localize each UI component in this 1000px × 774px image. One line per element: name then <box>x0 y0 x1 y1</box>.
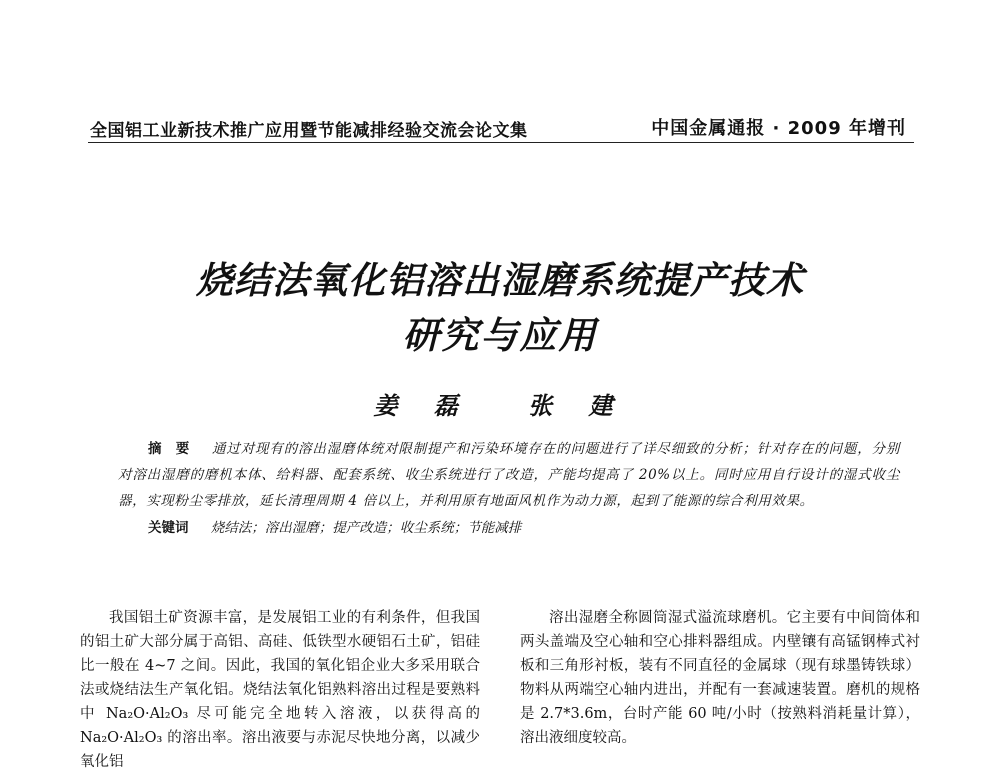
abstract-label: 摘要 <box>148 441 204 457</box>
running-header <box>88 116 914 143</box>
author-2: 张 建 <box>528 391 627 420</box>
paper-title-line-2: 研究与应用 <box>402 314 598 357</box>
abstract-text: 通过对现有的溶出湿磨体统对限制提产和污染环境存在的问题进行了详尽细致的分析；针对存在的问题，分别对溶出湿磨的磨机本体、给料器、配套系统、收尘系统进行了改造，产能均提高了 20%以上。同时应用自行设计的湿式收尘器，实现粉尘零排放，延长清理周期 4 倍以上，并利用原有地面风机作为动力源，起到了能源的综合利用效果。 <box>118 441 900 509</box>
header-journal-issue: 中国金属通报 · 2009 年增刊 <box>651 118 906 139</box>
header-proceedings-title: 全国铝工业新技术推广应用暨节能减排经验交流会论文集 <box>90 121 528 141</box>
body-column-right: 溶出湿磨全称圆筒湿式溢流球磨机。它主要有中间筒体和两头盖端及空心轴和空心排料器组成。内壁镶有高锰钢棒式衬板和三角形衬板，装有不同直径的金属球（现有球墨铸铁球）物料从两端空心轴内进出，并配有一套减速装置。磨机的规格是 2.7*3.6m，台时产能 60 吨/小时（按熟料消耗量计算），溶出液细度较高。 <box>520 610 920 746</box>
author-list <box>0 386 1000 421</box>
keywords-text: 烧结法；溶出湿磨；提产改造；收尘系统；节能减排 <box>210 520 522 536</box>
keywords <box>148 516 908 540</box>
keywords-label: 关键词 <box>148 520 189 536</box>
paper-title-line-1: 烧结法氧化铝溶出湿磨系统提产技术 <box>196 259 804 302</box>
abstract <box>118 436 900 514</box>
author-1: 姜 磊 <box>373 391 472 420</box>
body-column-left: 我国铝土矿资源丰富，是发展铝工业的有利条件，但我国的铝土矿大部分属于高铝、高硅、低铁型水硬铝石土矿，铝硅比一般在 4~7 之间。因此，我国的氧化铝企业大多采用联合法或烧结法生产氧化铝。烧结法氧化铝熟料溶出过程是要熟料中 Na₂O·Al₂O₃ 尽可能完全地转入溶液，以获得高的 Na₂O·Al₂O₃ 的溶出率。溶出液要与赤泥尽快地分离，以减少氧化铝 <box>80 610 480 770</box>
